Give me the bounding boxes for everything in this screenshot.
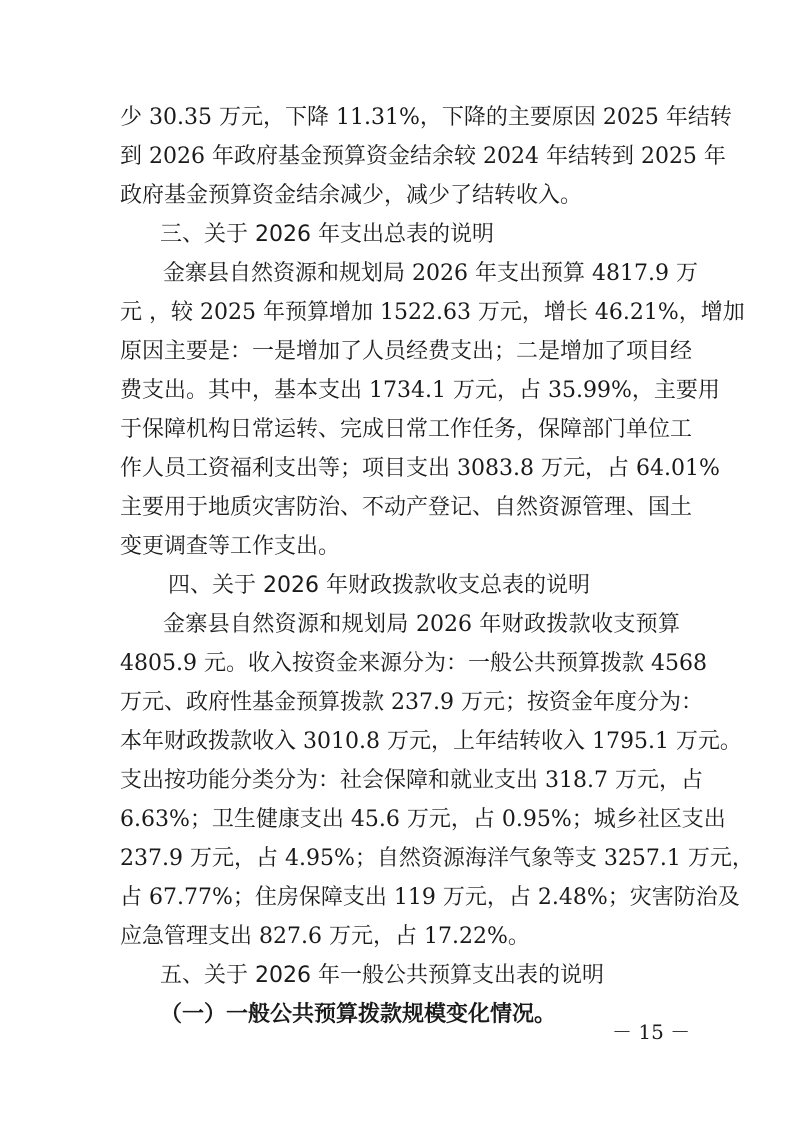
page-number: － 15 － xyxy=(612,1020,691,1044)
section-heading-4: 四、关于 2026 年财政拨款收支总表的说明 xyxy=(168,573,590,598)
paragraph-line: 变更调查等工作支出。 xyxy=(120,534,341,559)
paragraph-line: 支出按功能分类分为：社会保障和就业支出 318.7 万元，占 xyxy=(120,768,703,793)
paragraph-line: 费支出。其中，基本支出 1734.1 万元，占 35.99%，主要用 xyxy=(120,378,720,403)
paragraph-line: 4805.9 元。收入按资金来源分为：一般公共预算拨款 4568 xyxy=(120,651,707,676)
paragraph-line: 原因主要是：一是增加了人员经费支出；二是增加了项目经 xyxy=(120,339,693,364)
paragraph-line: 占 67.77%；住房保障支出 119 万元，占 2.48%；灾害防治及 xyxy=(120,885,740,910)
paragraph-line: 应急管理支出 827.6 万元，占 17.22%。 xyxy=(120,924,530,949)
paragraph-line: 万元、政府性基金预算拨款 237.9 万元；按资金年度分为： xyxy=(120,690,703,715)
section-heading-5: 五、关于 2026 年一般公共预算支出表的说明 xyxy=(160,963,604,988)
paragraph-line: 金寨县自然资源和规划局 2026 年支出预算 4817.9 万 xyxy=(163,261,698,286)
paragraph-line: 金寨县自然资源和规划局 2026 年财政拨款收支预算 xyxy=(163,612,680,637)
paragraph-line: 6.63%；卫生健康支出 45.6 万元，占 0.95%；城乡社区支出 xyxy=(120,807,726,832)
paragraph-line: 于保障机构日常运转、完成日常工作任务，保障部门单位工 xyxy=(120,417,693,442)
paragraph-line: 主要用于地质灾害防治、不动产登记、自然资源管理、国土 xyxy=(120,495,693,520)
subsection-heading-1: （一）一般公共预算拨款规模变化情况。 xyxy=(160,1002,557,1027)
paragraph-line: 政府基金预算资金结余减少，减少了结转收入。 xyxy=(120,183,583,208)
paragraph-line: 237.9 万元，占 4.95%；自然资源海洋气象等支 3257.1 万元， xyxy=(120,846,754,871)
paragraph-line: 元 ，较 2025 年预算增加 1522.63 万元，增长 46.21%，增加 xyxy=(120,300,745,325)
paragraph-line: 少 30.35 万元，下降 11.31%，下降的主要原因 2025 年结转 xyxy=(120,105,732,130)
paragraph-line: 到 2026 年政府基金预算资金结余较 2024 年结转到 2025 年 xyxy=(120,144,726,169)
paragraph-line: 本年财政拨款收入 3010.8 万元，上年结转收入 1795.1 万元。 xyxy=(120,729,742,754)
paragraph-line: 作人员工资福利支出等；项目支出 3083.8 万元，占 64.01% xyxy=(120,456,720,481)
section-heading-3: 三、关于 2026 年支出总表的说明 xyxy=(160,222,494,247)
